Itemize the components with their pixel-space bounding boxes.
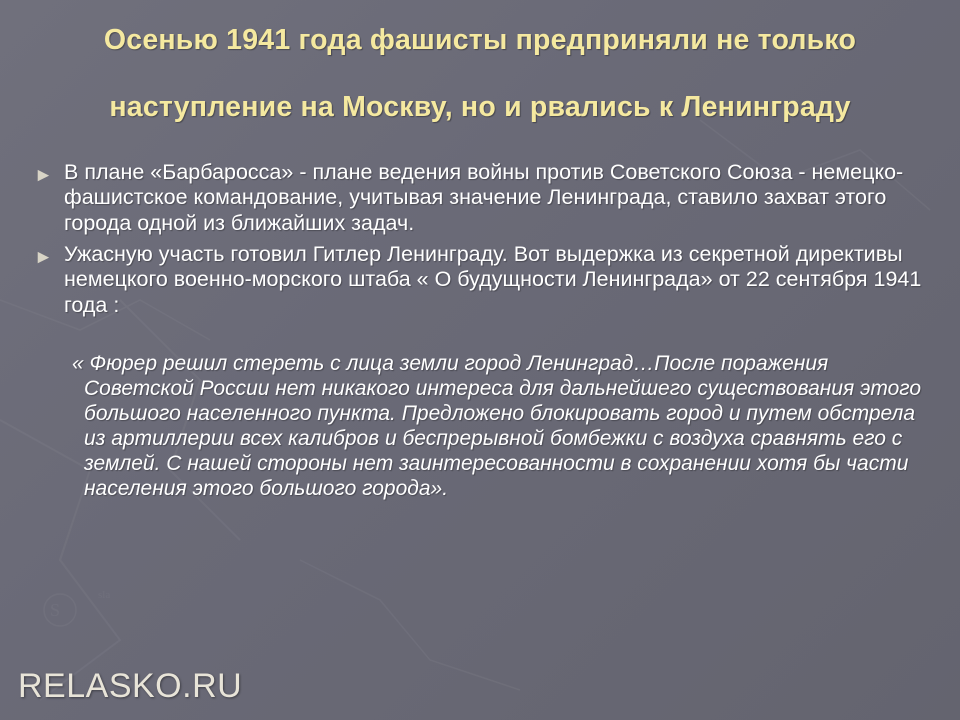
bullet-arrow-icon: ► [34, 247, 53, 269]
title-line-1: Осенью 1941 года фашисты предприняли не только [103, 24, 857, 56]
list-item [34, 242, 934, 318]
bullet-text-2: Ужасную участь готовил Гитлер Ленинграду. Вот выдержка из секретной директивы немецкого военно-морского штаба « О будущности Ленинграда» от 22 сентября 1941 года : [64, 242, 922, 317]
list-item [34, 160, 934, 236]
watermark: RELASKO.RU [18, 667, 243, 705]
bullet-text-1: В плане «Барбаросса» - плане ведения войны против Советского Союза - немецко-фашистское командование, учитывая значение Ленинграда, ставило захват этого города одной из ближайших задач. [64, 160, 904, 235]
title-line-2: наступление на Москву, но и рвались к Ленинграду [109, 90, 851, 123]
quote-paragraph: « Фюрер решил стереть с лица земли город Ленинград…После поражения Советской России нет никакого интереса для дальнейшего существования этого большого населенного пункта. Предложено блокировать город и путем обстрела из артиллерии всех калибров и беспрерывной бомбежки с воздуха сравнять его с землей. С нашей стороны нет заинтересованности в сохранении хотя бы части населения этого большого города». [72, 352, 922, 501]
slide-title [40, 26, 920, 121]
svg-text:sla: sla [98, 589, 111, 601]
bullet-arrow-icon: ► [34, 165, 53, 186]
slide-body [34, 160, 934, 502]
svg-text:S: S [50, 600, 61, 620]
